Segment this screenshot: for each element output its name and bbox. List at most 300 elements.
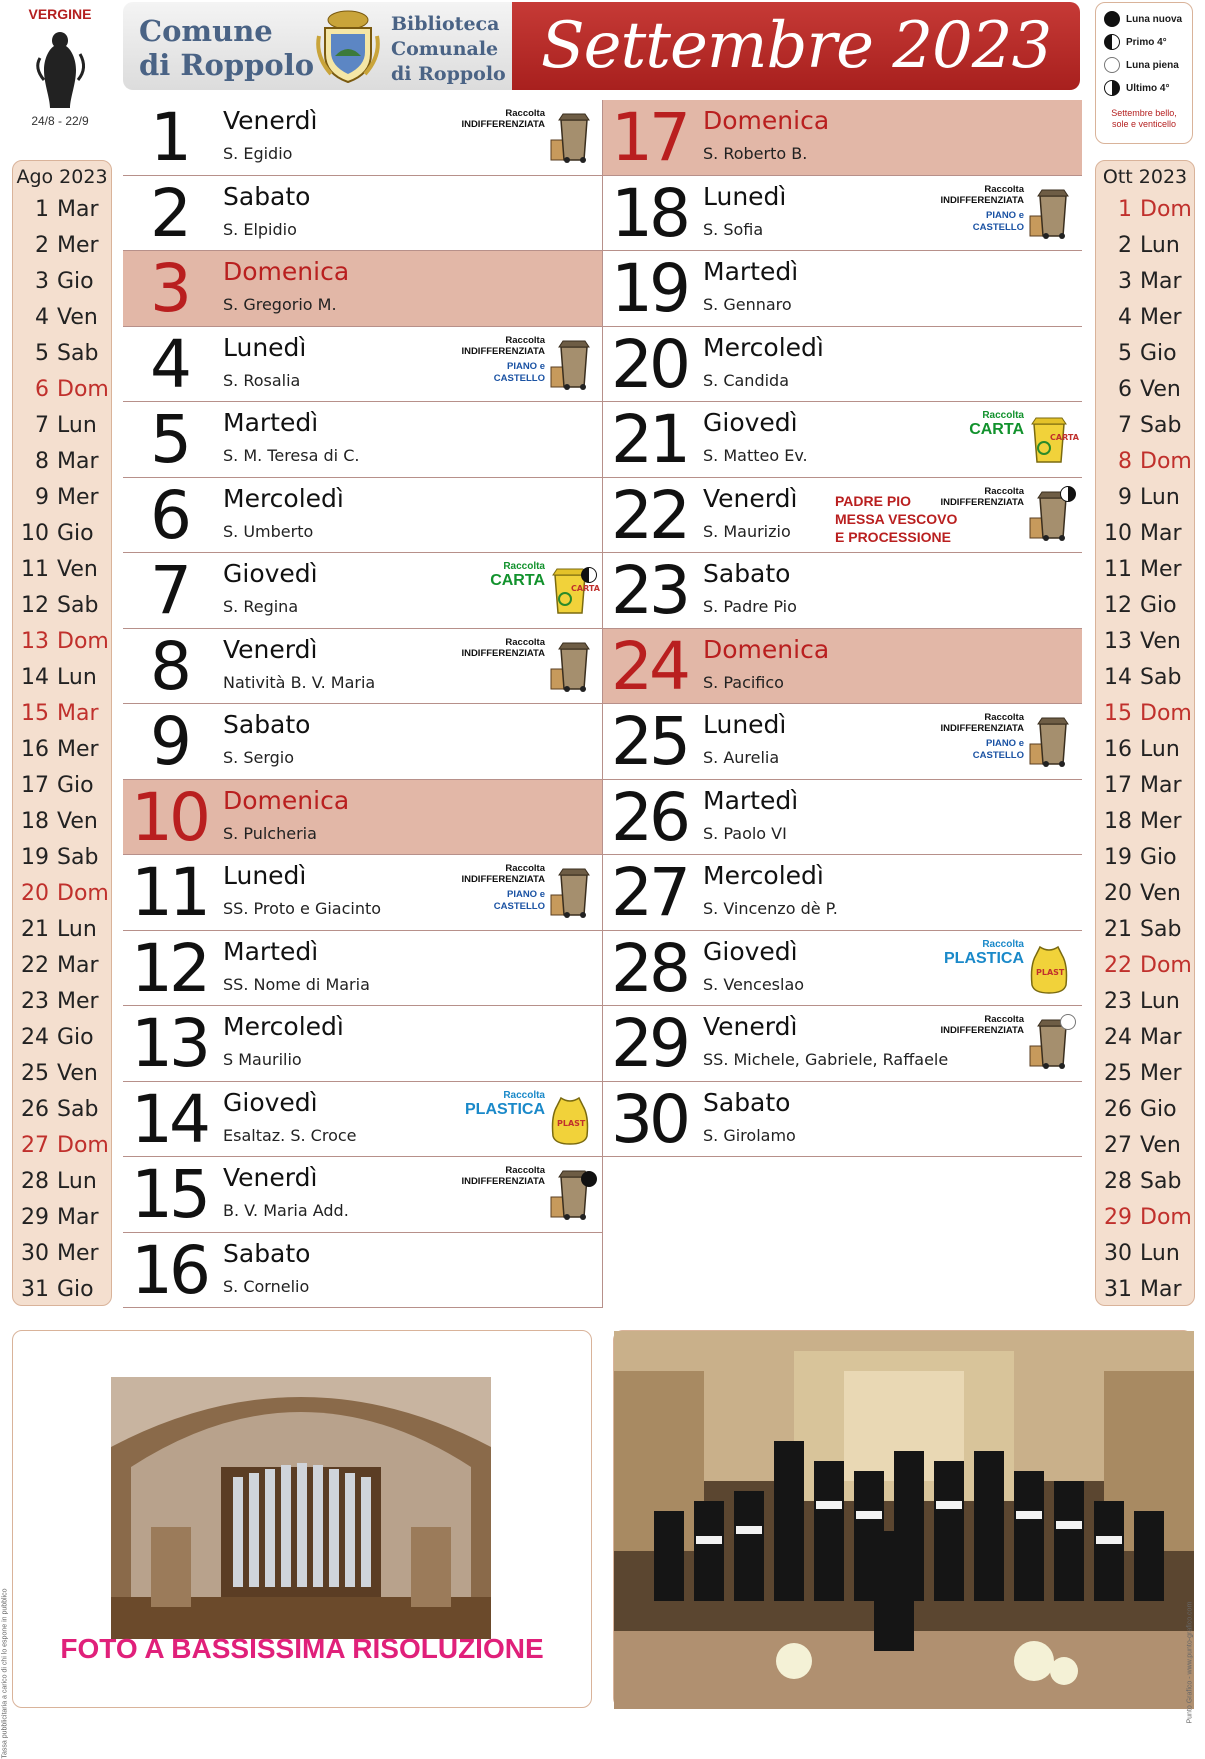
- side-day-number: 19: [1104, 844, 1132, 870]
- day-weekday: Mercoledì: [223, 483, 344, 513]
- side-day-row: [13, 695, 111, 731]
- side-day-number: 31: [21, 1276, 49, 1302]
- month-title: Settembre 2023: [512, 2, 1080, 90]
- side-day-row: [13, 659, 111, 695]
- side-day-number: 14: [1104, 664, 1132, 690]
- side-day-number: 20: [1104, 880, 1132, 906]
- day-number: 3: [150, 250, 188, 327]
- side-day-row: [13, 911, 111, 947]
- side-day-row: [1096, 407, 1194, 443]
- waste-area-text: PIANO e CASTELLO: [493, 360, 545, 384]
- comune-line-1: Comune: [139, 14, 273, 48]
- side-day-weekday: Mar: [57, 700, 99, 726]
- waste-collection-badge: [461, 333, 595, 397]
- side-day-row: [13, 623, 111, 659]
- side-day-row: [13, 587, 111, 623]
- day-weekday: Lunedì: [223, 861, 307, 890]
- new-moon-icon: [1104, 11, 1120, 27]
- side-day-weekday: Ven: [57, 808, 98, 834]
- zodiac-box: [12, 2, 108, 132]
- side-day-row: [1096, 299, 1194, 335]
- day-number: 1: [150, 99, 188, 176]
- side-day-weekday: Dom: [57, 628, 109, 654]
- side-day-number: 21: [21, 916, 49, 942]
- full-moon-icon: [1104, 57, 1120, 73]
- day-number: 6: [150, 476, 188, 554]
- side-day-row: [13, 191, 111, 227]
- day-saint: S. Elpidio: [223, 219, 297, 239]
- waste-area-text: PIANO e CASTELLO: [972, 209, 1024, 233]
- side-day-row: [13, 803, 111, 839]
- side-day-row: [13, 731, 111, 767]
- side-day-number: 17: [21, 772, 49, 798]
- day-number: 22: [611, 476, 687, 554]
- side-day-weekday: Dom: [1140, 448, 1192, 474]
- side-day-row: [13, 875, 111, 911]
- biblio-line-1: Biblioteca: [391, 13, 500, 35]
- coat-of-arms-icon: [313, 6, 383, 86]
- side-day-number: 25: [1104, 1060, 1132, 1086]
- side-day-weekday: Mer: [57, 232, 99, 258]
- day-weekday: Giovedì: [223, 1087, 318, 1117]
- day-saint: S. Egidio: [223, 144, 293, 163]
- day-row: [603, 931, 1082, 1007]
- waste-type-text: INDIFFERENZIATA: [461, 647, 545, 659]
- organ-photo: [111, 1377, 491, 1639]
- side-day-weekday: Gio: [1140, 1096, 1177, 1122]
- day-weekday: Venerdì: [223, 634, 318, 664]
- side-day-number: 26: [1104, 1096, 1132, 1122]
- side-day-weekday: Ven: [57, 304, 98, 330]
- side-day-row: [13, 1091, 111, 1127]
- waste-label: [461, 637, 545, 659]
- trash-bin-icon: [547, 112, 593, 164]
- side-day-number: 15: [1104, 700, 1132, 726]
- waste-raccolta-text: Raccolta: [984, 183, 1024, 195]
- waste-collection-badge: [461, 106, 595, 170]
- side-day-number: 22: [1104, 952, 1132, 978]
- waste-raccolta-text: Raccolta: [984, 712, 1024, 723]
- side-day-number: 12: [1104, 592, 1132, 618]
- waste-raccolta-text: Raccolta: [505, 863, 545, 874]
- side-day-number: 27: [1104, 1132, 1132, 1158]
- side-day-row: [13, 371, 111, 407]
- first-moon-icon: [581, 567, 597, 583]
- side-day-weekday: Lun: [57, 1168, 97, 1194]
- vertical-note-right: Punto Grafico - www.punto-grafico.com: [1186, 1601, 1194, 1724]
- organ-photo-panel: [12, 1330, 592, 1708]
- side-day-weekday: Sab: [57, 844, 99, 870]
- side-day-number: 24: [1104, 1024, 1132, 1050]
- side-day-number: 23: [21, 988, 49, 1014]
- waste-raccolta-text: Raccolta: [505, 108, 545, 119]
- day-row: [123, 855, 603, 931]
- side-day-row: [1096, 1271, 1194, 1307]
- side-day-row: [1096, 1055, 1194, 1091]
- waste-collection-badge: [465, 1088, 595, 1152]
- side-day-row: [13, 443, 111, 479]
- side-day-number: 5: [35, 340, 49, 366]
- day-row: [123, 1157, 603, 1233]
- side-day-number: 24: [21, 1024, 49, 1050]
- side-day-weekday: Lun: [1140, 988, 1180, 1014]
- day-row: [123, 1006, 603, 1082]
- day-row: [123, 251, 603, 327]
- day-saint: SS. Proto e Giacinto: [223, 899, 382, 918]
- day-number: 12: [131, 929, 207, 1007]
- day-weekday: Sabato: [223, 181, 311, 211]
- side-day-number: 3: [35, 268, 49, 294]
- side-day-row: [1096, 263, 1194, 299]
- day-number: 24: [611, 627, 687, 705]
- side-day-weekday: Ven: [1140, 376, 1181, 402]
- side-day-row: [13, 263, 111, 299]
- side-day-row: [1096, 1127, 1194, 1163]
- side-day-number: 12: [21, 592, 49, 618]
- side-day-row: [13, 1019, 111, 1055]
- biblioteca-title: [391, 12, 506, 87]
- side-day-row: [13, 227, 111, 263]
- event-line: E PROCESSIONE: [835, 528, 951, 545]
- day-weekday: Sabato: [703, 1087, 791, 1117]
- side-day-weekday: Mer: [57, 484, 99, 510]
- day-number: 9: [150, 703, 188, 780]
- waste-label: [465, 1090, 545, 1119]
- side-day-number: 18: [21, 808, 49, 834]
- day-weekday: Martedì: [703, 785, 799, 815]
- next-month-title: Ott 2023: [1102, 166, 1188, 188]
- day-weekday: Mercoledì: [703, 861, 824, 890]
- svg-text:PLAST: PLAST: [1036, 967, 1065, 977]
- moon-legend-label: Ultimo 4°: [1126, 82, 1170, 94]
- side-day-number: 4: [35, 304, 49, 330]
- day-saint: B. V. Maria Add.: [223, 1201, 349, 1220]
- side-day-number: 9: [1118, 484, 1132, 510]
- previous-month-title: Ago 2023: [16, 166, 108, 188]
- side-day-number: 3: [1118, 268, 1132, 294]
- day-weekday: Lunedì: [703, 181, 787, 211]
- waste-type-text: INDIFFERENZIATA: [940, 194, 1024, 206]
- waste-collection-badge: [461, 635, 595, 699]
- side-day-number: 23: [1104, 988, 1132, 1014]
- side-day-number: 19: [21, 844, 49, 870]
- side-day-weekday: Gio: [57, 1276, 94, 1302]
- side-day-weekday: Ven: [57, 556, 98, 582]
- side-day-weekday: Dom: [57, 880, 109, 906]
- side-day-weekday: Sab: [1140, 664, 1182, 690]
- day-number: 4: [150, 325, 188, 403]
- moon-legend: [1095, 2, 1193, 144]
- side-day-number: 21: [1104, 916, 1132, 942]
- biblio-line-2: Comunale: [391, 38, 499, 60]
- side-day-row: [13, 947, 111, 983]
- side-day-number: 31: [1104, 1276, 1132, 1302]
- side-day-number: 9: [35, 484, 49, 510]
- day-row: [123, 780, 603, 856]
- side-day-weekday: Mar: [57, 448, 99, 474]
- day-weekday: Lunedì: [223, 332, 307, 362]
- side-day-weekday: Sab: [57, 340, 99, 366]
- waste-type-text: INDIFFERENZIATA: [461, 1176, 545, 1187]
- day-row: [603, 553, 1082, 629]
- side-day-number: 2: [35, 232, 49, 258]
- waste-collection-badge: [944, 408, 1079, 472]
- side-day-row: [1096, 191, 1194, 227]
- side-day-number: 13: [1104, 628, 1132, 654]
- previous-month-column: [12, 160, 112, 1306]
- day-weekday: Giovedì: [703, 408, 798, 437]
- side-day-row: [13, 515, 111, 551]
- day-row: [123, 553, 603, 629]
- waste-collection-badge: [940, 182, 1074, 246]
- side-day-number: 13: [21, 628, 49, 654]
- day-number: 28: [611, 929, 687, 1007]
- side-day-number: 25: [21, 1060, 49, 1086]
- side-day-weekday: Gio: [1140, 844, 1177, 870]
- side-day-number: 28: [1104, 1168, 1132, 1194]
- side-day-number: 29: [21, 1204, 49, 1230]
- side-day-row: [13, 479, 111, 515]
- side-day-weekday: Dom: [1140, 952, 1192, 978]
- day-weekday: Venerdì: [223, 1163, 318, 1192]
- comune-line-2: di Roppolo: [139, 48, 315, 82]
- paper-bin-icon: [1026, 414, 1079, 466]
- moon-legend-last: [1104, 78, 1169, 98]
- day-number: 20: [611, 325, 687, 403]
- day-number: 13: [131, 1005, 207, 1082]
- day-saint: Natività B. V. Maria: [223, 672, 376, 692]
- waste-raccolta-text: Raccolta: [982, 938, 1024, 950]
- side-day-weekday: Mer: [1140, 1060, 1182, 1086]
- waste-collection-badge: [461, 861, 595, 925]
- side-day-row: [1096, 1163, 1194, 1199]
- side-day-number: 1: [35, 196, 49, 222]
- side-day-weekday: Dom: [57, 376, 109, 402]
- waste-label: [461, 863, 545, 913]
- day-row: [603, 1006, 1082, 1082]
- side-day-weekday: Lun: [57, 916, 97, 942]
- moon-legend-label: Luna nuova: [1126, 13, 1183, 25]
- day-weekday: Sabato: [703, 559, 791, 588]
- side-day-number: 30: [1104, 1240, 1132, 1266]
- side-day-weekday: Mar: [1140, 268, 1182, 294]
- side-day-row: [13, 767, 111, 803]
- side-day-row: [1096, 1019, 1194, 1055]
- day-row: [123, 704, 603, 780]
- event-line: PADRE PIO: [835, 492, 911, 509]
- choir-photo: [614, 1331, 1194, 1709]
- side-day-weekday: Dom: [1140, 700, 1192, 726]
- side-day-weekday: Gio: [57, 268, 94, 294]
- day-saint: S. Gennaro: [703, 295, 792, 314]
- side-day-list: [1096, 191, 1194, 1307]
- side-day-weekday: Lun: [1140, 232, 1180, 258]
- side-day-weekday: Mar: [1140, 1276, 1182, 1302]
- day-row: [123, 176, 603, 252]
- day-saint: S. Paolo VI: [703, 823, 787, 843]
- side-day-weekday: Lun: [57, 412, 97, 438]
- side-day-row: [1096, 1235, 1194, 1271]
- side-day-row: [1096, 515, 1194, 551]
- side-day-number: 5: [1118, 340, 1132, 366]
- day-saint: S. Matteo Ev.: [703, 446, 808, 465]
- side-day-weekday: Mer: [1140, 304, 1182, 330]
- day-saint: S. Roberto B.: [703, 144, 808, 163]
- plastic-bag-icon: [547, 1094, 593, 1146]
- trash-bin-icon: [1026, 716, 1072, 768]
- day-weekday: Lunedì: [703, 710, 787, 739]
- proverb: [1096, 108, 1192, 130]
- side-day-number: 2: [1118, 232, 1132, 258]
- last-quarter-icon: [1104, 80, 1120, 96]
- side-day-number: 11: [21, 556, 49, 582]
- day-row: [123, 100, 603, 176]
- day-saint: S. Pacifico: [703, 672, 784, 692]
- day-number: 15: [131, 1156, 207, 1233]
- zodiac-dates: 24/8 - 22/9: [31, 114, 89, 128]
- waste-raccolta-text: Raccolta: [982, 410, 1024, 421]
- waste-label: [940, 1014, 1024, 1036]
- day-saint: S. Sofia: [703, 219, 764, 239]
- side-day-number: 6: [1118, 376, 1132, 402]
- side-day-row: [1096, 911, 1194, 947]
- side-day-weekday: Gio: [57, 520, 94, 546]
- side-day-weekday: Mar: [1140, 1024, 1182, 1050]
- day-row: [123, 1233, 603, 1309]
- side-day-weekday: Sab: [57, 1096, 99, 1122]
- moon-legend-full: [1104, 55, 1179, 75]
- side-day-row: [1096, 227, 1194, 263]
- side-day-row: [1096, 623, 1194, 659]
- header-left: [123, 2, 513, 90]
- day-number: 26: [611, 778, 687, 856]
- side-day-weekday: Sab: [1140, 412, 1182, 438]
- side-day-weekday: Gio: [57, 772, 94, 798]
- day-saint: S. Rosalia: [223, 370, 301, 390]
- side-day-weekday: Mer: [1140, 808, 1182, 834]
- trash-bin-icon: [547, 867, 593, 919]
- virgo-icon: [34, 28, 86, 110]
- waste-raccolta-text: Raccolta: [503, 1089, 545, 1101]
- waste-type-text: CARTA: [969, 421, 1024, 438]
- side-day-number: 8: [1118, 448, 1132, 474]
- side-day-number: 29: [1104, 1204, 1132, 1230]
- waste-label: [490, 561, 545, 590]
- day-row: [603, 704, 1082, 780]
- day-number: 18: [611, 174, 687, 252]
- side-day-weekday: Mar: [57, 196, 99, 222]
- trash-bin-icon: [1026, 188, 1072, 240]
- side-day-weekday: Sab: [1140, 1168, 1182, 1194]
- side-day-row: [1096, 695, 1194, 731]
- day-saint: S. Venceslao: [703, 974, 805, 994]
- waste-label: [944, 939, 1024, 968]
- trash-bin-icon: [547, 339, 593, 391]
- proverb-line-2: sole e venticello: [1111, 119, 1177, 129]
- waste-label: [969, 410, 1024, 439]
- waste-type-text: INDIFFERENZIATA: [461, 874, 545, 885]
- day-saint: S. Padre Pio: [703, 597, 797, 616]
- side-day-number: 6: [35, 376, 49, 402]
- side-day-number: 22: [21, 952, 49, 978]
- svg-text:CARTA: CARTA: [1050, 433, 1079, 442]
- waste-collection-badge: [461, 1163, 595, 1227]
- day-saint: S. M. Teresa di C.: [223, 446, 360, 465]
- waste-raccolta-text: Raccolta: [505, 1165, 545, 1176]
- side-day-row: [1096, 479, 1194, 515]
- day-saint: S. Gregorio M.: [223, 295, 337, 314]
- day-saint: S Maurilio: [223, 1050, 302, 1069]
- side-day-weekday: Mer: [57, 736, 99, 762]
- day-weekday: Sabato: [223, 710, 311, 739]
- day-saint: S. Maurizio: [703, 521, 791, 541]
- side-day-row: [1096, 839, 1194, 875]
- side-day-weekday: Dom: [57, 1132, 109, 1158]
- side-day-weekday: Gio: [1140, 340, 1177, 366]
- side-day-row: [1096, 803, 1194, 839]
- day-weekday: Giovedì: [223, 559, 318, 588]
- day-saint: S. Cornelio: [223, 1276, 310, 1296]
- last-moon-icon: [1060, 486, 1076, 502]
- side-day-row: [13, 407, 111, 443]
- waste-collection-badge: [940, 1012, 1074, 1076]
- side-day-weekday: Mar: [1140, 520, 1182, 546]
- plastic-bag-icon: [1026, 943, 1072, 995]
- day-number: 7: [150, 552, 188, 629]
- side-day-weekday: Lun: [57, 664, 97, 690]
- side-day-row: [1096, 947, 1194, 983]
- side-day-row: [1096, 587, 1194, 623]
- side-day-weekday: Lun: [1140, 736, 1180, 762]
- first-quarter-icon: [1104, 34, 1120, 50]
- day-weekday: Sabato: [223, 1238, 311, 1268]
- side-day-weekday: Mer: [57, 1240, 99, 1266]
- side-day-row: [13, 839, 111, 875]
- side-day-list: [13, 191, 111, 1307]
- day-number: 17: [611, 99, 687, 176]
- day-row: [123, 1082, 603, 1158]
- day-weekday: Mercoledì: [703, 332, 824, 362]
- day-weekday: Giovedì: [703, 936, 798, 966]
- day-saint: S. Umberto: [223, 521, 314, 541]
- day-weekday: Martedì: [223, 408, 319, 437]
- side-day-weekday: Lun: [1140, 484, 1180, 510]
- day-saint: S. Candida: [703, 370, 790, 390]
- side-day-number: 26: [21, 1096, 49, 1122]
- day-number: 21: [611, 401, 687, 478]
- waste-raccolta-text: Raccolta: [984, 1014, 1024, 1025]
- side-day-row: [13, 1271, 111, 1307]
- side-day-row: [1096, 875, 1194, 911]
- side-day-row: [13, 983, 111, 1019]
- side-day-number: 11: [1104, 556, 1132, 582]
- side-day-weekday: Lun: [1140, 1240, 1180, 1266]
- day-saint: SS. Michele, Gabriele, Raffaele: [703, 1050, 949, 1069]
- side-day-row: [1096, 371, 1194, 407]
- side-day-row: [13, 551, 111, 587]
- day-saint: S. Girolamo: [703, 1125, 796, 1145]
- day-saint: S. Sergio: [223, 748, 295, 767]
- moon-legend-first: [1104, 32, 1167, 52]
- side-day-weekday: Mer: [1140, 556, 1182, 582]
- waste-label: [461, 1165, 545, 1187]
- day-weekday: Venerdì: [703, 1012, 798, 1041]
- day-number: 29: [611, 1005, 687, 1082]
- day-number: 23: [611, 552, 687, 629]
- days-column-right: [603, 100, 1082, 1157]
- side-day-number: 7: [35, 412, 49, 438]
- day-row: [603, 402, 1082, 478]
